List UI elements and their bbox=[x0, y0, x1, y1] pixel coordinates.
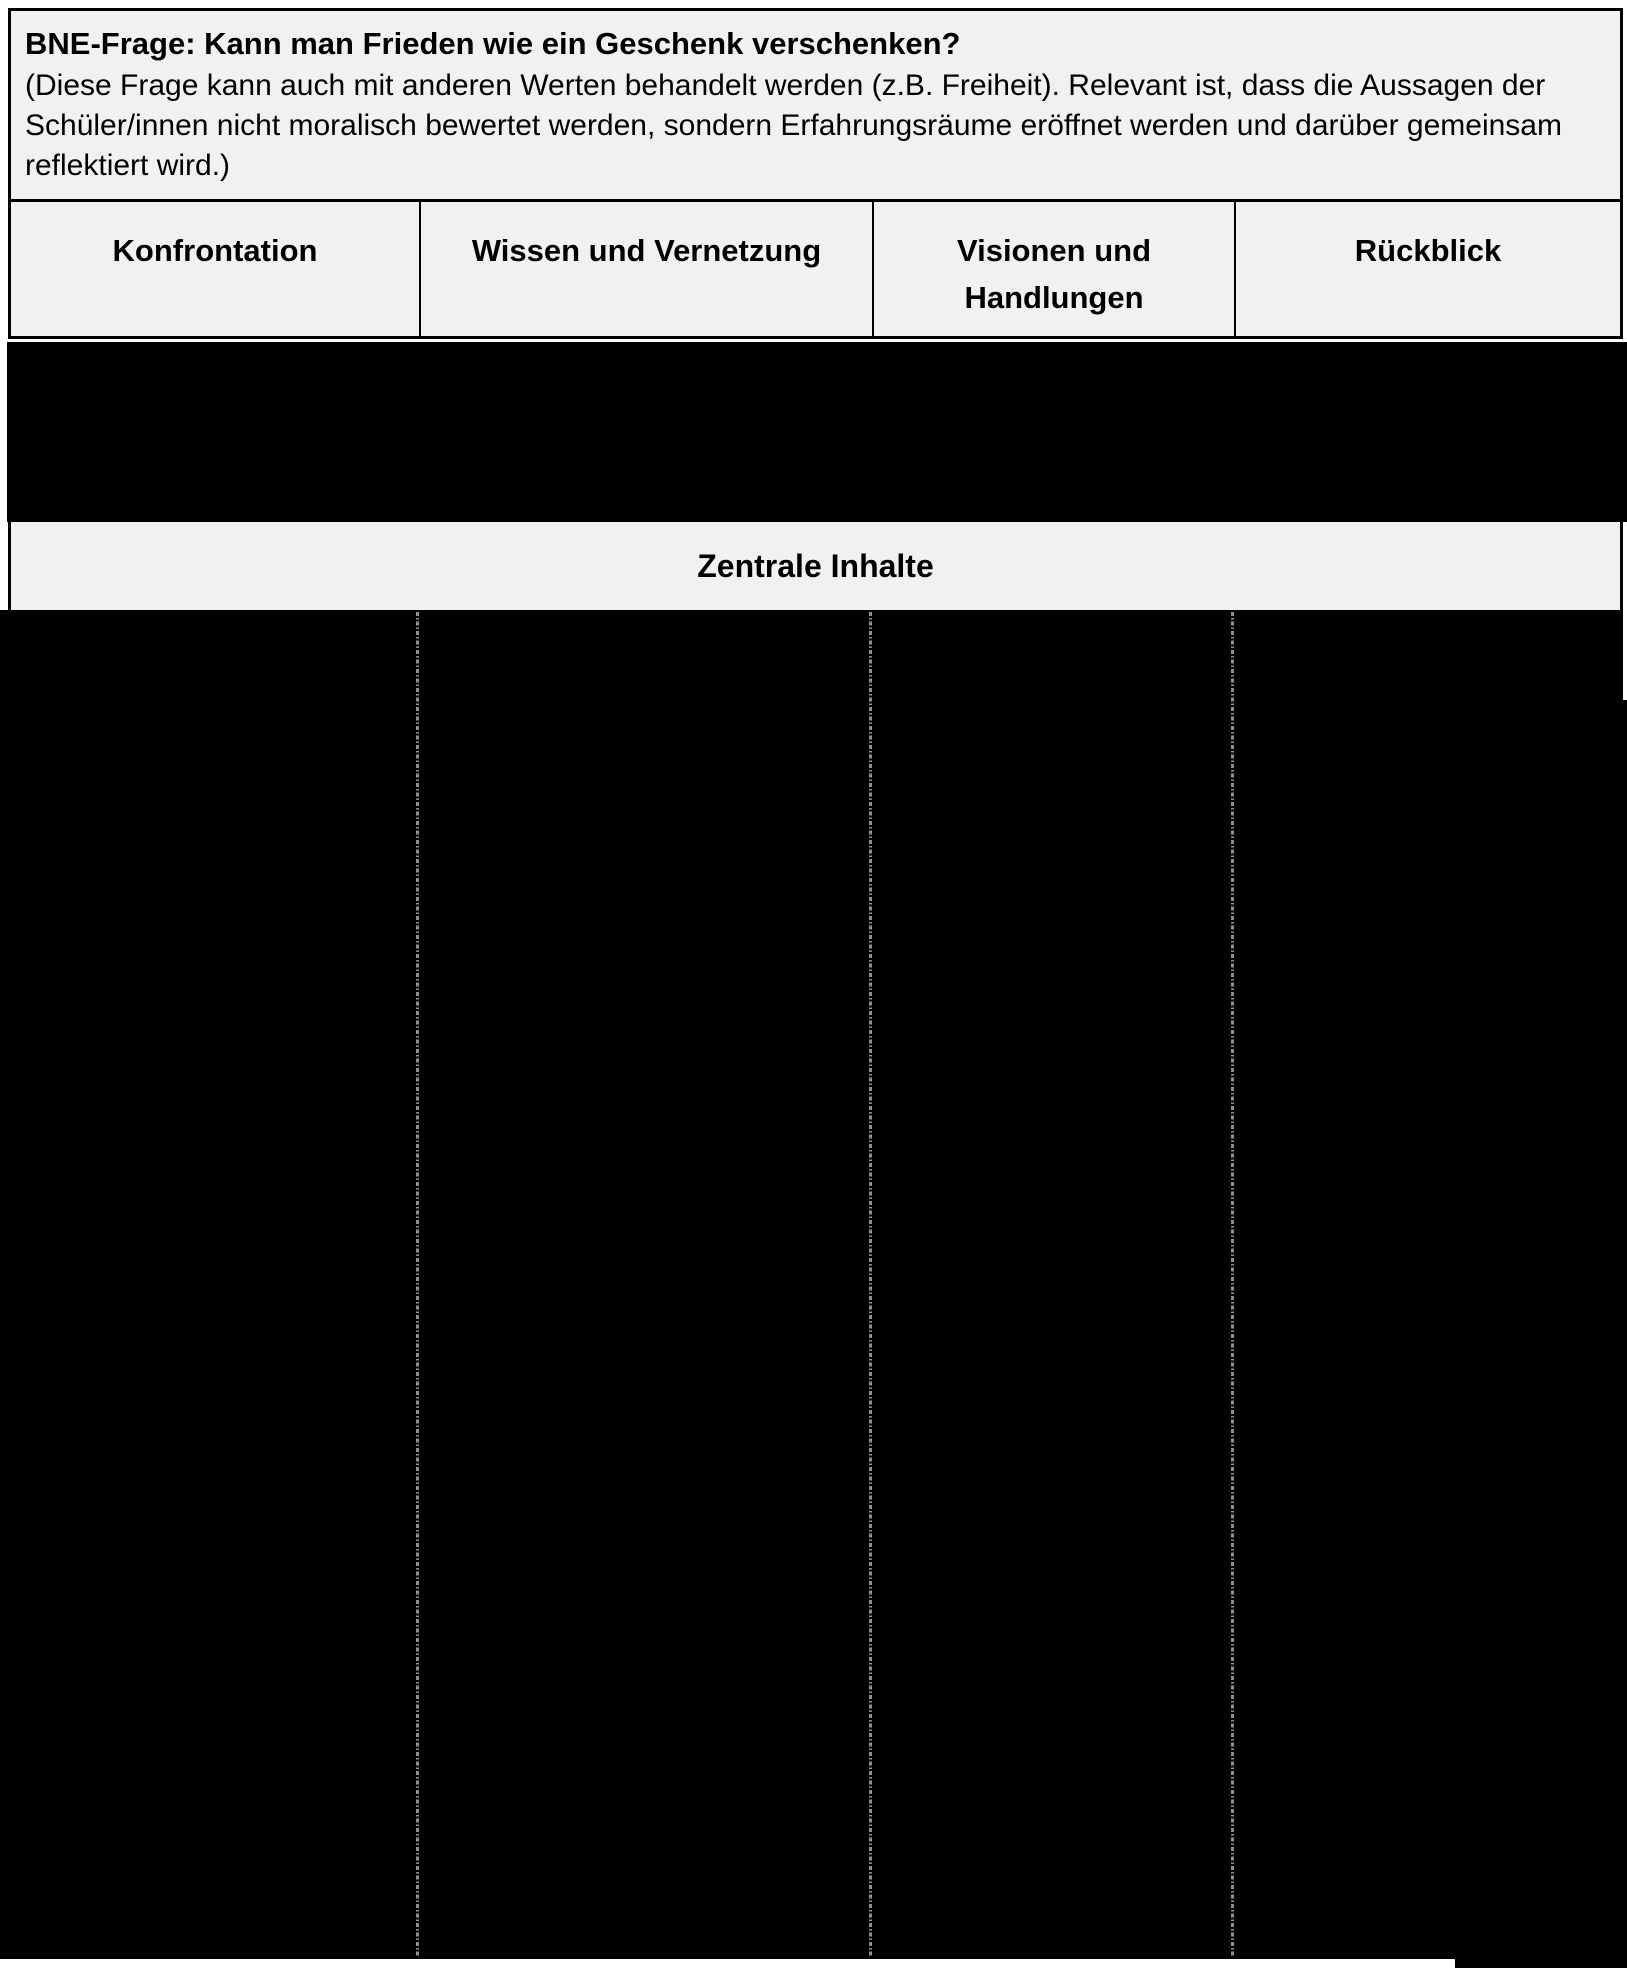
section-row-label: Zentrale Inhalte bbox=[697, 547, 934, 584]
column-divider-dashed-3 bbox=[1231, 612, 1234, 1957]
page-margin-notch-right bbox=[1623, 610, 1627, 700]
phase-header-visionen-und-handlungen: Visionen und Handlungen bbox=[872, 202, 1234, 336]
section-row-zentrale-inhalte bbox=[8, 522, 1623, 610]
phase-header-konfrontation: Konfrontation bbox=[112, 233, 318, 268]
column-divider-dashed-2 bbox=[869, 612, 872, 1957]
redacted-block-phase-row bbox=[7, 342, 1627, 522]
phase-header-wissen-und-vernetzung: Wissen und Vernetzung bbox=[419, 202, 872, 336]
bne-question-title: BNE-Frage: Kann man Frieden wie ein Geschenk verschenken? bbox=[25, 26, 961, 61]
page-margin-strip-bottom bbox=[0, 1959, 1455, 1968]
lesson-plan-table bbox=[8, 8, 1623, 339]
column-divider-dashed-1 bbox=[416, 612, 419, 1957]
phase-header-row bbox=[11, 202, 1620, 336]
bne-question-note: (Diese Frage kann auch mit anderen Werten behandelt werden (z.B. Freiheit). Relevant ist, dass die Aussagen der Schüler/innen nicht moralisch bewertet werden, sondern Erfahrungsräume eröffnet werden und darüber gemeinsam reflektiert wird.) bbox=[25, 69, 1562, 182]
redacted-block-zentrale-inhalte bbox=[0, 610, 1627, 1968]
phase-header-rueckblick: Rückblick bbox=[1234, 202, 1620, 336]
bne-question-cell bbox=[11, 11, 1620, 202]
